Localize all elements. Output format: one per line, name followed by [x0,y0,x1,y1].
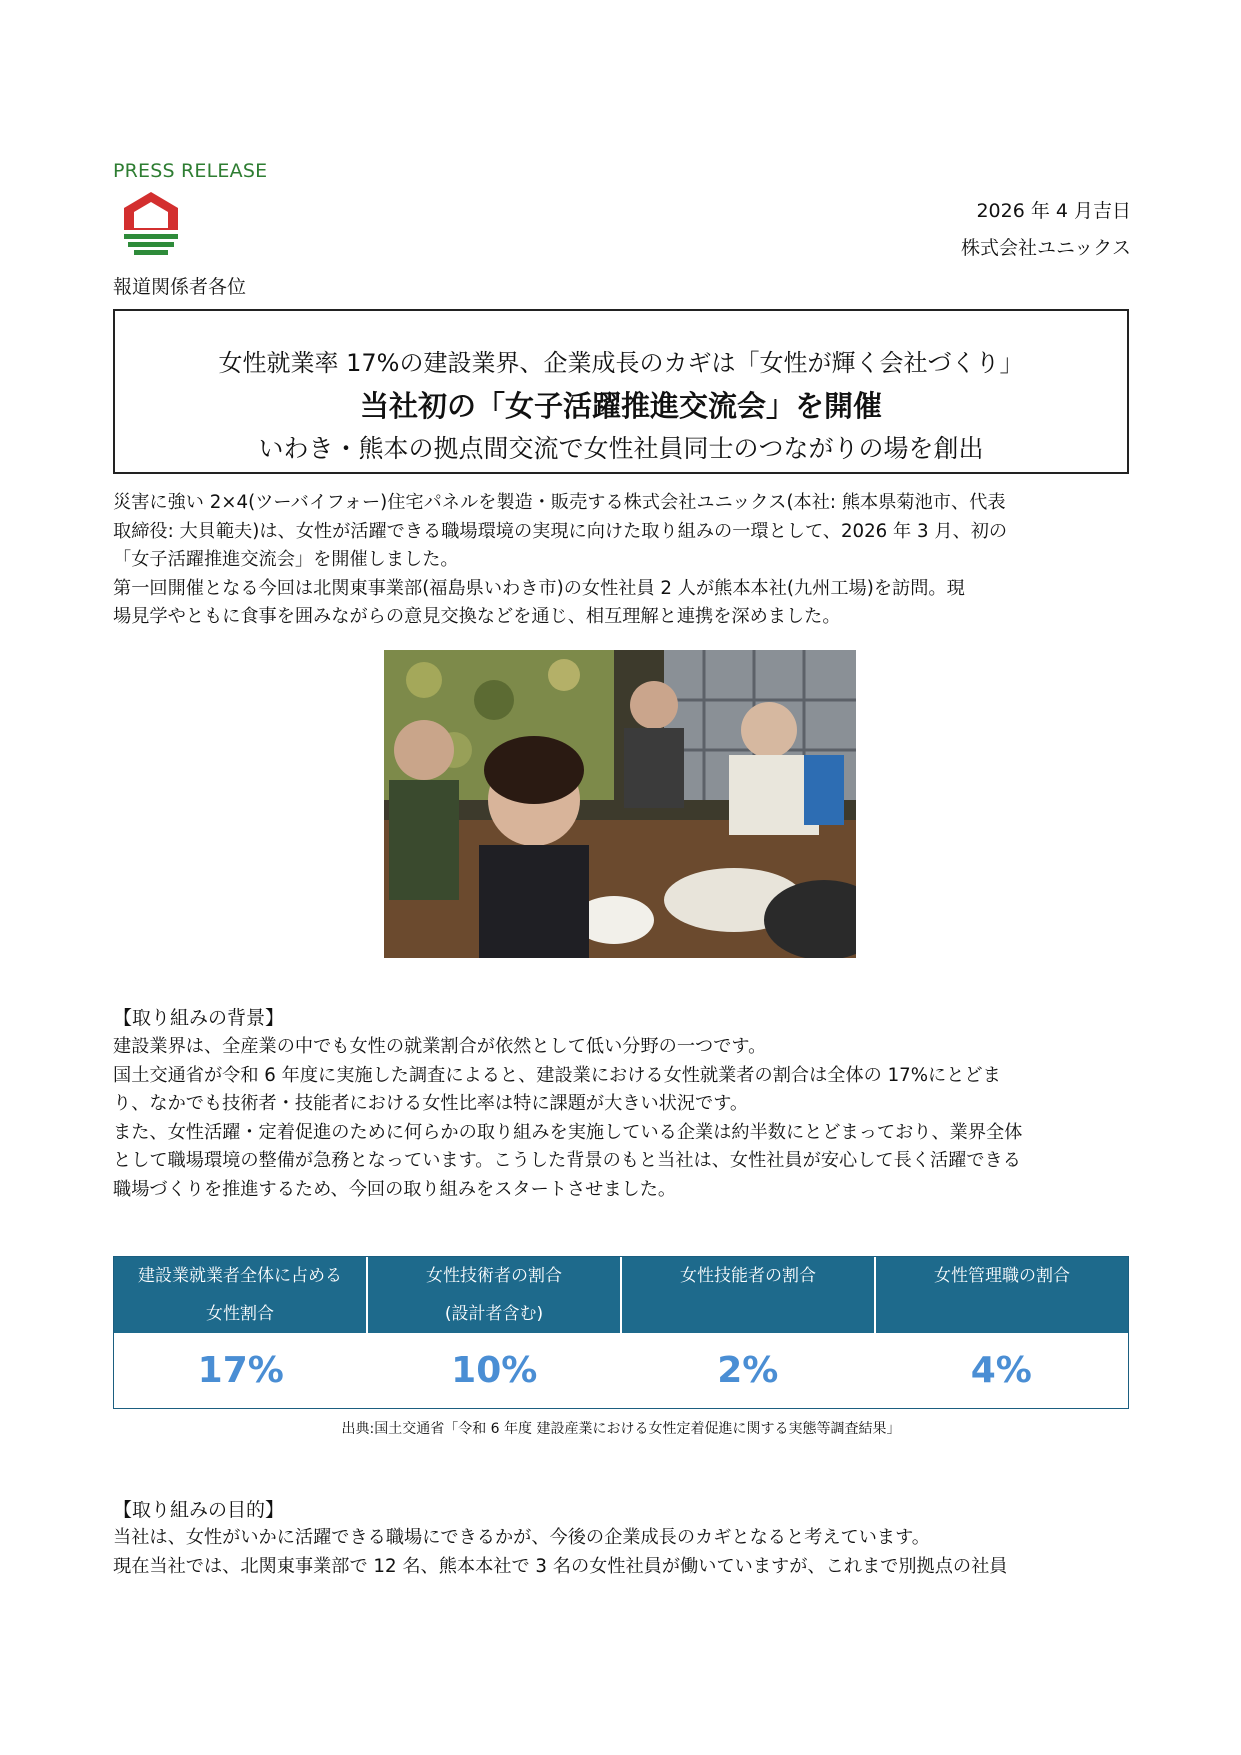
statistics-value: 2% [717,1350,779,1391]
intro-line: 第一回開催となる今回は北関東事業部(福島県いわき市)の女性社員 2 人が熊本本社(九州工場)を訪問。現 [113,577,965,599]
statistics-value-row [114,1333,1128,1408]
company-logo [120,190,182,262]
intro-line: 災害に強い 2×4(ツーバイフォー)住宅パネルを製造・販売する株式会社ユニックス(本社: 熊本県菊池市、代表 [113,492,1006,513]
press-release-label: PRESS RELEASE [113,160,268,182]
statistics-header-row [114,1257,1128,1333]
statistics-value: 17% [197,1350,284,1391]
background-line: 建設業界は、全産業の中でも女性の就業割合が依然として低い分野の一つです。 [113,1036,767,1057]
intro-line: 取締役: 大貝範夫)は、女性が活躍できる職場環境の実現に向けた取り組みの一環として、2026 年 3 月、初の [113,520,1008,542]
purpose-line: 現在当社では、北関東事業部で 12 名、熊本本社で 3 名の女性社員が働いていますが、これまで別拠点の社員 [113,1555,1008,1577]
title-main: 当社初の「女子活躍推進交流会」を開催 [359,389,882,423]
purpose-paragraph [113,1524,1129,1581]
source-note: 出典:国土交通省「令和 6 年度 建設産業における女性定着促進に関する実態等調査結果」 [341,1421,901,1437]
statistics-header-cell: 女性技術者の割合 (設計者含む) [368,1257,622,1333]
statistics-header-cell: 建設業就業者全体に占める 女性割合 [114,1257,368,1333]
background-line: として職場環境の整備が急務となっています。こうした背景のもと当社は、女性社員が安心して長く活躍できる [113,1150,1021,1171]
intro-line: 場見学やともに食事を囲みながらの意見交換などを通じ、相互理解と連携を深めました。 [113,606,841,627]
company-name: 株式会社ユニックス [960,237,1131,259]
background-paragraph [113,1033,1129,1204]
release-date: 2026 年 4 月吉日 [976,200,1131,222]
intro-line: 「女子活躍推進交流会」を開催しました。 [113,549,459,570]
background-line: 職場づくりを推進するため、今回の取り組みをスタートさせました。 [113,1178,677,1200]
title-lead: 女性就業率 17%の建設業界、企業成長のカギは「女性が輝く会社づくり」 [218,349,1024,377]
statistics-table [113,1256,1129,1409]
title-box [113,309,1129,474]
event-photo [384,650,856,958]
background-line: また、女性活躍・定着促進のために何らかの取り組みを実施している企業は約半数にとどまっており、業界全体 [113,1121,1023,1143]
statistics-header-cell: 女性管理職の割合 [934,1266,1070,1286]
statistics-header-cell: 女性技能者の割合 [622,1257,876,1333]
background-line: 国土交通省が令和 6 年度に実施した調査によると、建設業における女性就業者の割合は全体の 17%にとどま [113,1064,1001,1086]
statistics-value: 10% [451,1350,538,1391]
recipients: 報道関係者各位 [113,276,247,298]
purpose-line: 当社は、女性がいかに活躍できる職場にできるかが、今後の企業成長のカギとなると考えています。 [113,1527,930,1548]
statistics-value: 4% [970,1350,1032,1391]
purpose-heading: 【取り組みの目的】 [113,1499,285,1521]
background-line: り、なかでも技術者・技能者における女性比率は特に課題が大きい状況です。 [113,1093,749,1114]
intro-paragraph [113,489,1129,632]
title-sub: いわき・熊本の拠点間交流で女性社員同士のつながりの場を創出 [258,434,984,463]
background-heading: 【取り組みの背景】 [113,1007,285,1029]
